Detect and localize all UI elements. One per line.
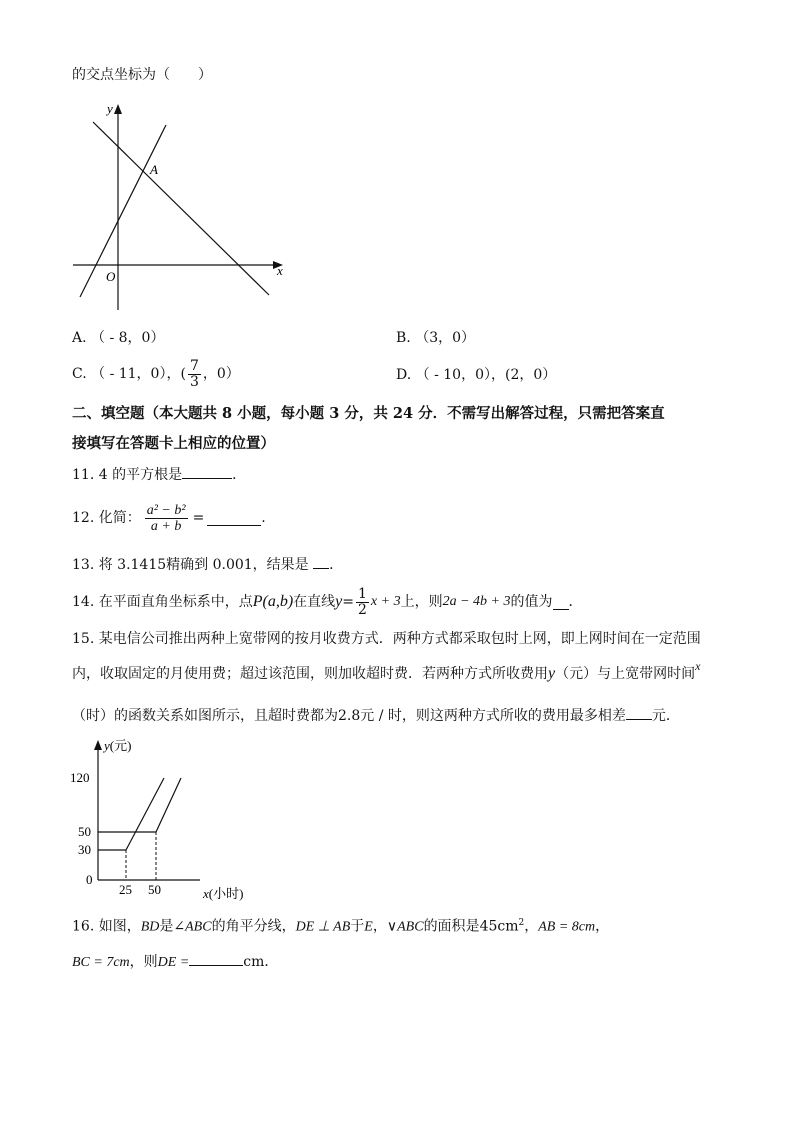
q16-unit: cm <box>243 954 265 970</box>
q16-e: E <box>364 919 373 935</box>
q15-answer-blank <box>626 719 652 720</box>
point-a-label: A <box>150 162 158 177</box>
q12-answer-blank <box>207 511 261 526</box>
q15-rate: 2.8 <box>338 708 361 724</box>
graph-billing-functions <box>60 732 290 902</box>
q16-part2: 是∠ <box>159 918 186 935</box>
graph-linear-functions <box>65 98 295 313</box>
y-axis-label: y <box>107 101 113 116</box>
q16-area: 45cm <box>479 918 519 935</box>
q15-line3 <box>72 707 680 725</box>
option-c-fraction <box>188 359 201 390</box>
q12-prefix: 12. 化简： <box>72 510 141 526</box>
y-axis-label <box>102 738 131 753</box>
origin-label: O <box>106 269 116 284</box>
option-c-fraction-den: 3 <box>189 373 199 390</box>
method-1-line <box>98 778 164 850</box>
q12-fraction <box>145 503 188 534</box>
q13-end: ． <box>329 557 344 573</box>
q16-ab-eq: AB = 8cm <box>538 919 596 935</box>
q14-part1: 14. 在平面直角坐标系中，点 <box>72 594 253 610</box>
y-axis-arrow <box>114 104 122 114</box>
q14-eq: = <box>342 594 354 610</box>
q16-part3: 的角平分线， <box>211 918 296 935</box>
q15-x-var: x <box>695 659 701 673</box>
q16-area-sup: 2 <box>518 918 525 928</box>
q15-line2-b: （元）与上宽带网时间 <box>555 666 696 682</box>
q12-end: . <box>261 510 266 526</box>
q11-end: ． <box>232 467 247 483</box>
option-c-suffix: ，0） <box>202 366 240 382</box>
q14-fraction <box>356 587 369 618</box>
x-axis-label: x <box>277 263 283 278</box>
q16-bd: BD <box>140 919 160 935</box>
q15-line1: 15. 某电信公司推出两种上宽带网的按月收费方式．两种方式都采取包时上网，即上网时间在一定范围 <box>72 631 701 647</box>
q16-de-eq: DE = <box>157 955 190 970</box>
q16-de-ab: DE ⊥ AB <box>295 919 351 935</box>
x-axis-var: x <box>203 886 209 901</box>
q14-line-rest: x + 3 <box>370 594 401 609</box>
line-decreasing <box>93 122 269 295</box>
q11-text: 11. 4 的平方根是 <box>72 467 183 483</box>
q12-equals: = <box>192 510 205 526</box>
q16-line1 <box>72 914 609 937</box>
option-c <box>72 356 240 392</box>
x-tick-25: 25 <box>119 882 132 897</box>
y-tick-30: 30 <box>78 842 91 857</box>
q16-abc: ABC <box>185 919 212 935</box>
q16-part4: 于 <box>350 918 365 935</box>
question-12 <box>72 498 266 538</box>
q15-line3-b: 元 / 时，则这两种方式所收的费用最多相差 <box>360 708 626 724</box>
y-axis-unit: (元) <box>109 738 132 753</box>
option-c-prefix: C. （ - 11，0），( <box>72 366 186 382</box>
q12-fraction-den: a + b <box>150 518 182 534</box>
option-d: D. （ - 10，0），(2，0） <box>396 367 557 383</box>
section-heading-line2: 接填写在答题卡上相应的位置） <box>72 435 275 452</box>
q15-line2-a: 内，收取固定的月使用费；超过该范围，则加收超时费．若两种方式所收费用 <box>72 666 548 682</box>
q12-fraction-num: a² − b² <box>146 502 186 518</box>
option-c-fraction-num: 7 <box>189 357 199 374</box>
q14-part3: 上，则 <box>400 594 443 610</box>
question-11 <box>72 466 246 484</box>
y-tick-120: 120 <box>70 770 90 785</box>
q16-part9: ，则 <box>129 954 158 970</box>
q14-point: P(a,b) <box>252 593 294 610</box>
q14-y-var: y <box>335 593 343 610</box>
q13-answer-blank <box>313 568 329 569</box>
q16-abc2: ABC <box>397 919 424 935</box>
q16-line2 <box>72 953 278 972</box>
x-axis-unit: (小时) <box>208 886 244 901</box>
q11-answer-blank <box>182 478 232 479</box>
x-tick-50: 50 <box>148 882 161 897</box>
option-a: A. （ - 8，0） <box>72 330 165 346</box>
y-tick-50: 50 <box>78 824 91 839</box>
q15-line2 <box>72 659 701 683</box>
y-tick-0: 0 <box>86 872 93 887</box>
q16-part1: 16. 如图， <box>72 918 141 935</box>
q16-bc-eq: BC = 7cm <box>72 955 130 970</box>
option-b: B. （3，0） <box>396 330 476 346</box>
q16-part6: 的面积是 <box>423 918 480 935</box>
q16-answer-blank <box>189 965 243 966</box>
y-axis-var: y <box>104 738 110 753</box>
y-axis-arrow <box>94 740 102 750</box>
q14-part4: 的值为 <box>510 594 553 610</box>
q14-answer-blank <box>553 595 569 610</box>
q16-part5: ，∨ <box>372 918 398 935</box>
q13-text: 13. 将 3.1415精确到 0.001，结果是 <box>72 557 314 573</box>
section-heading-line1: 二、填空题（本大题共 8 小题，每小题 3 分，共 24 分．不需写出解答过程，只需把答案直 <box>72 405 665 422</box>
q16-part7: ， <box>524 918 539 935</box>
q14-end: ． <box>568 594 583 610</box>
q16-part8: ， <box>595 918 610 935</box>
q14-fraction-num: 1 <box>358 585 367 602</box>
q14-fraction-den: 2 <box>358 601 367 618</box>
q16-end: ． <box>264 954 279 970</box>
question-13 <box>72 556 343 574</box>
question-14 <box>72 582 583 622</box>
q15-line3-a: （时）的函数关系如图所示，且超时费都为 <box>72 708 338 724</box>
intro-line: 的交点坐标为（ ） <box>72 67 212 83</box>
q15-line3-end: 元． <box>651 708 680 724</box>
q15-y-var: y <box>548 665 556 682</box>
q14-part2: 在直线 <box>293 594 336 610</box>
q14-expr: 2a − 4b + 3 <box>442 594 511 609</box>
x-axis-label <box>202 886 243 901</box>
